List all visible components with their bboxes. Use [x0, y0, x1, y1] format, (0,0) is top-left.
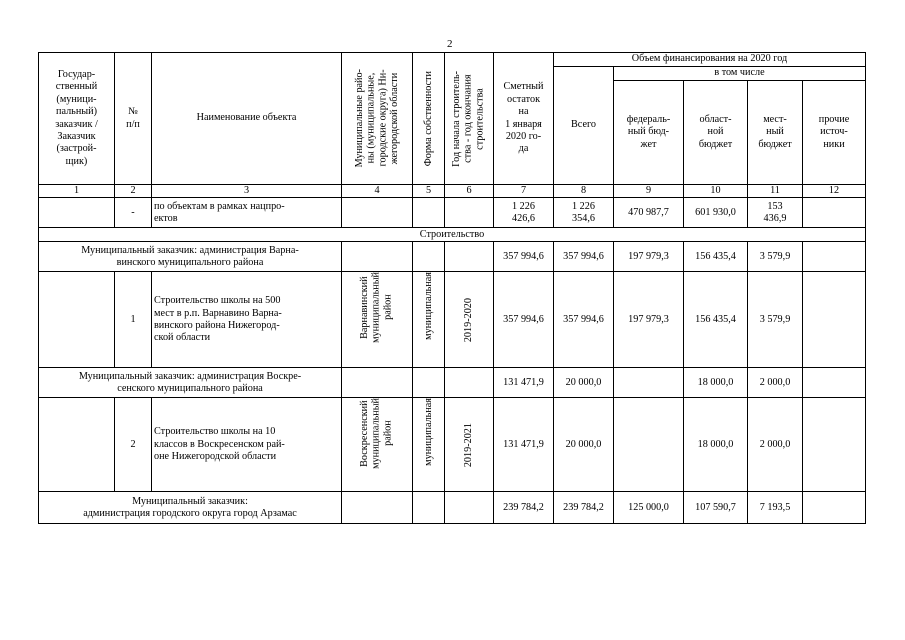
col-number: 7 [494, 185, 554, 198]
row-local: 2 000,0 [748, 398, 803, 492]
header-ownership-text: Форма собственности [422, 70, 434, 167]
row-ownership [413, 398, 445, 492]
header-federal: федераль- ный бюд- жет [614, 81, 684, 185]
row-federal: 470 987,7 [614, 198, 684, 228]
row-ownership [413, 272, 445, 368]
row-district [342, 398, 413, 492]
row-local: 153 436,9 [748, 198, 803, 228]
table-row [39, 272, 866, 368]
row-estimate: 357 994,6 [494, 272, 554, 368]
header-estimate: Сметный остаток на 1 января 2020 го- да [494, 53, 554, 185]
row-num: 2 [115, 398, 152, 492]
row-num: - [115, 198, 152, 228]
row-regional: 107 590,7 [684, 492, 748, 524]
row-district-text: Воскресенский муниципальный район [359, 398, 394, 470]
col-number: 6 [445, 185, 494, 198]
row-federal: 197 979,3 [614, 242, 684, 272]
row-local: 2 000,0 [748, 368, 803, 398]
section-title: Строительство [39, 228, 866, 242]
row-total: 1 226 354,6 [554, 198, 614, 228]
row-years-text: 2019-2020 [463, 297, 475, 343]
col-number: 12 [803, 185, 866, 198]
row-total: 357 994,6 [554, 242, 614, 272]
row-name: по объектам в рамках нацпро- ектов [152, 198, 342, 228]
row-name: Строительство школы на 500 мест в р.п. Варнавино Варна- винского района Нижегород- ской области [152, 272, 342, 368]
row-regional: 601 930,0 [684, 198, 748, 228]
col-number: 3 [152, 185, 342, 198]
col-number: 10 [684, 185, 748, 198]
col-number: 11 [748, 185, 803, 198]
header-object-name: Наименование объекта [152, 53, 342, 185]
header-other: прочие источ- ники [803, 81, 866, 185]
row-regional: 18 000,0 [684, 398, 748, 492]
header-years-text: Год начала строитель- ства - год окончания строительства [451, 70, 486, 167]
row-estimate: 1 226 426,6 [494, 198, 554, 228]
row-total: 20 000,0 [554, 398, 614, 492]
header-district-text: Муниципальные райо- ны (муниципальные, городские округа) Ни- жегородской области [353, 69, 400, 168]
header-regional: област- ной бюджет [684, 81, 748, 185]
col-number: 2 [115, 185, 152, 198]
row-regional: 18 000,0 [684, 368, 748, 398]
col-number: 8 [554, 185, 614, 198]
row-total: 357 994,6 [554, 272, 614, 368]
row-name: Строительство школы на 10 классов в Воскресенском рай- оне Нижегородской области [152, 398, 342, 492]
col-number: 4 [342, 185, 413, 198]
row-federal: 125 000,0 [614, 492, 684, 524]
row-years-text: 2019-2021 [463, 422, 475, 468]
row-district [342, 272, 413, 368]
row-years [445, 272, 494, 368]
table-row [39, 398, 866, 492]
header-num: № п/п [115, 53, 152, 185]
row-district-text: Варнавинский муниципальный район [359, 272, 394, 344]
col-number: 9 [614, 185, 684, 198]
header-including: в том числе [614, 67, 866, 81]
customer-name: Муниципальный заказчик: администрация Воскре- сенского муниципального района [39, 368, 342, 398]
row-regional: 156 435,4 [684, 272, 748, 368]
row-ownership-text: муниципальная [422, 272, 434, 341]
page-number: 2 [447, 38, 453, 50]
col-number: 5 [413, 185, 445, 198]
row-total: 239 784,2 [554, 492, 614, 524]
table-row [39, 492, 866, 524]
row-estimate: 239 784,2 [494, 492, 554, 524]
table-row [39, 242, 866, 272]
row-local: 7 193,5 [748, 492, 803, 524]
col-number: 1 [39, 185, 115, 198]
header-ownership [413, 53, 445, 185]
header-local: мест- ный бюджет [748, 81, 803, 185]
row-regional: 156 435,4 [684, 242, 748, 272]
table-row [39, 198, 866, 228]
financing-table [38, 52, 866, 524]
header-customer: Государ- ственный (муници- пальный) заказчик / Заказчик (застрой- щик) [39, 53, 115, 185]
row-num: 1 [115, 272, 152, 368]
row-local: 3 579,9 [748, 272, 803, 368]
row-estimate: 357 994,6 [494, 242, 554, 272]
row-total: 20 000,0 [554, 368, 614, 398]
row-local: 3 579,9 [748, 242, 803, 272]
customer-name: Муниципальный заказчик: администрация Варна- винского муниципального района [39, 242, 342, 272]
row-estimate: 131 471,9 [494, 398, 554, 492]
header-total: Всего [554, 67, 614, 185]
row-ownership-text: муниципальная [422, 398, 434, 467]
header-district [342, 53, 413, 185]
row-federal: 197 979,3 [614, 272, 684, 368]
table-row [39, 368, 866, 398]
header-years [445, 53, 494, 185]
row-years [445, 398, 494, 492]
customer-name: Муниципальный заказчик: администрация городского округа город Арзамас [39, 492, 342, 524]
header-financing: Объем финансирования на 2020 год [554, 53, 866, 67]
row-estimate: 131 471,9 [494, 368, 554, 398]
